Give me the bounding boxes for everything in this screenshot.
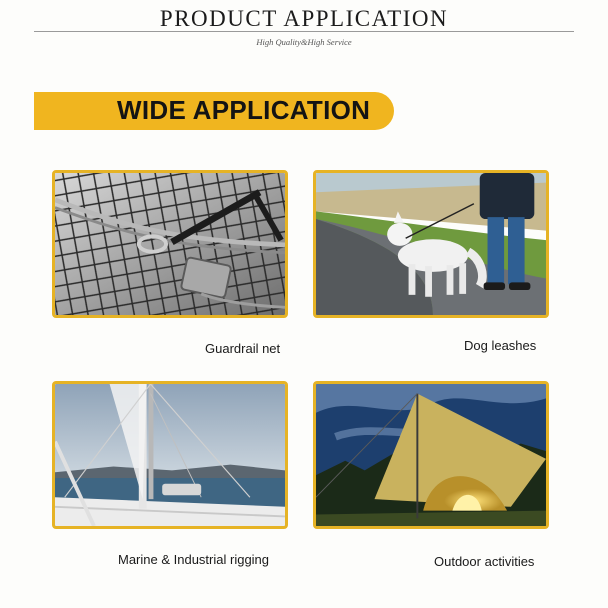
caption-guardrail-net: Guardrail net <box>205 341 281 356</box>
page-title: PRODUCT APPLICATION <box>159 6 449 31</box>
caption-outdoor-activities: Outdoor activities <box>434 554 535 569</box>
header-divider <box>34 31 574 32</box>
caption-dog-leashes: Dog leashes <box>464 338 537 353</box>
section-heading: WIDE APPLICATION <box>117 95 371 125</box>
outdoor-camping-photo <box>313 381 549 529</box>
caption-marine-rigging: Marine & Industrial rigging <box>118 552 270 567</box>
marine-rigging-photo <box>52 381 288 529</box>
guardrail-net-photo <box>52 170 288 318</box>
page-subtitle: High Quality&High Service <box>256 37 352 47</box>
dog-leash-photo <box>313 170 549 318</box>
